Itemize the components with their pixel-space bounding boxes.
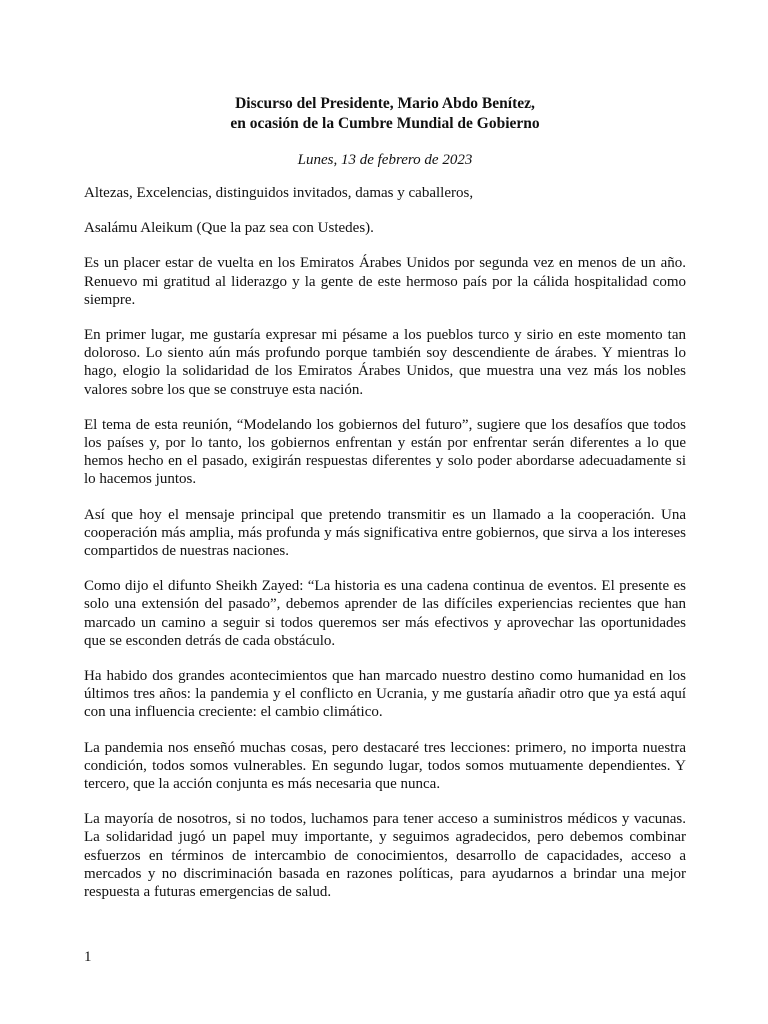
paragraph-condolences: En primer lugar, me gustaría expresar mi pésame a los pueblos turco y sirio en este momento tan doloroso. Lo siento aún más profundo porque también soy descendiente de árabes. Y mientras lo hago, elogio la solidaridad de los Emiratos Árabes Unidos, que muestra una vez más los nobles valores sobre los que se construye esta nación. [84, 327, 686, 398]
paragraph-sheikh-zayed: Como dijo el difunto Sheikh Zayed: “La historia es una cadena continua de eventos. El presente es solo una extensión del pasado”, debemos aprender de las difíciles experiencias recientes que han marcado un camino a seguir si todos queremos ser más efectivos y aprovechar las oportunidades que se esconden detrás de cada obstáculo. [84, 578, 686, 649]
paragraph-cooperation: Así que hoy el mensaje principal que pretendo transmitir es un llamado a la cooperación. Una cooperación más amplia, más profunda y más significativa entre gobiernos, que sirva a los intereses compartidos de nuestras naciones. [84, 506, 686, 560]
document-title [84, 94, 686, 134]
paragraph-medical-supplies: La mayoría de nosotros, si no todos, luchamos para tener acceso a suministros médicos y vacunas. La solidaridad jugó un papel muy importante, y seguimos agradecidos, pero debemos combinar esfuerzos en términos de intercambio de conocimientos, desarrollo de capacidades, acceso a mercados y no discriminación basada en razones políticas, para ayudarnos a brindar una mejor respuesta a futuras emergencias de salud. [84, 811, 686, 901]
document-body [84, 94, 686, 901]
paragraph-return: Es un placer estar de vuelta en los Emiratos Árabes Unidos por segunda vez en menos de un año. Renuevo mi gratitud al liderazgo y la gente de este hermoso país por la cálida hospitalidad como siempre. [84, 255, 686, 308]
paragraph-theme: El tema de esta reunión, “Modelando los gobiernos del futuro”, sugiere que los desafíos que todos los países y, por lo tanto, los gobiernos enfrentan y están por enfrentar serán diferentes a lo que hemos hecho en el pasado, exigirán respuestas diferentes y solo poder abordarse adecuadamente si lo hacemos juntos. [84, 416, 686, 488]
title-line-2: en ocasión de la Cumbre Mundial de Gobierno [230, 115, 540, 132]
paragraph-events: Ha habido dos grandes acontecimientos que han marcado nuestro destino como humanidad en los últimos tres años: la pandemia y el conflicto en Ucrania, y me gustaría añadir otro que ya está aquí con una influencia creciente: el cambio climático. [84, 668, 686, 721]
paragraph-salutation: Altezas, Excelencias, distinguidos invitados, damas y caballeros, [84, 185, 474, 201]
paragraph-pandemic: La pandemia nos enseñó muchas cosas, pero destacaré tres lecciones: primero, no importa nuestra condición, todos somos vulnerables. En segundo lugar, todos somos mutuamente dependientes. Y tercero, que la acción conjunta es más necesaria que nunca. [84, 739, 686, 793]
title-line-1: Discurso del Presidente, Mario Abdo Benítez, [235, 95, 535, 112]
page-number: 1 [84, 949, 92, 965]
speech-date: Lunes, 13 de febrero de 2023 [297, 152, 473, 168]
paragraph-greeting: Asalámu Aleikum (Que la paz sea con Ustedes). [84, 220, 374, 237]
